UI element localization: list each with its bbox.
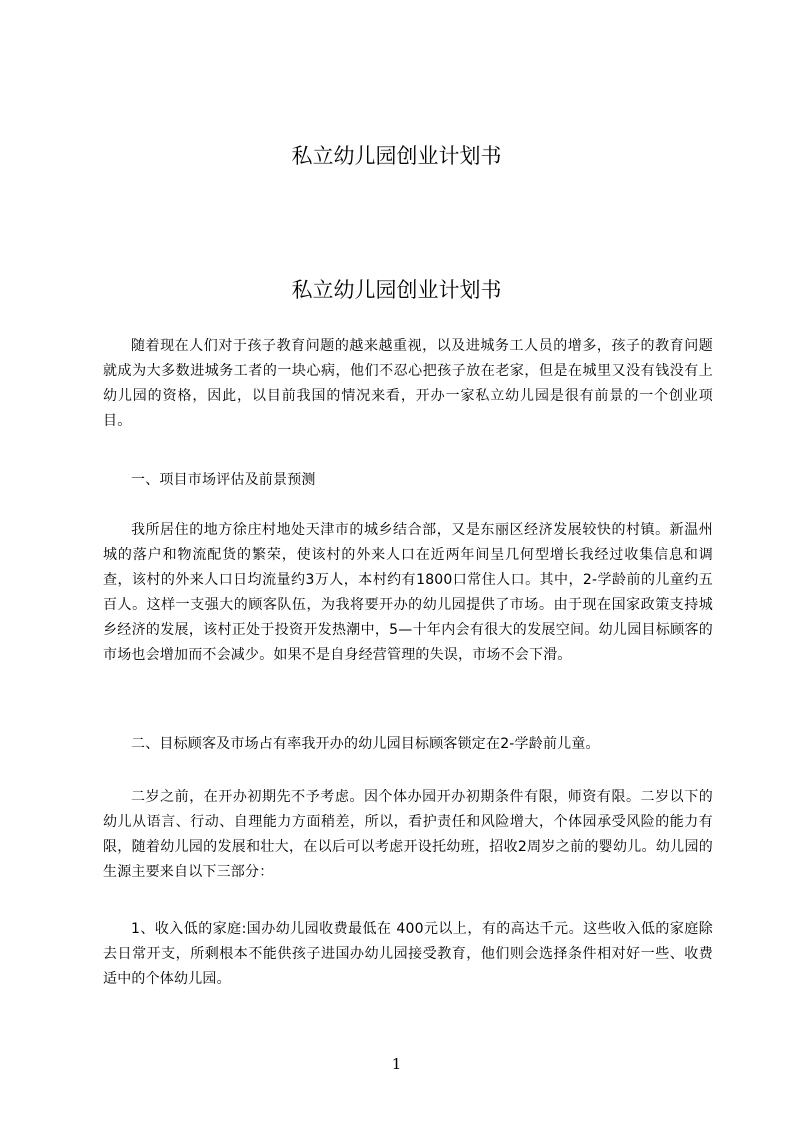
intro-paragraph: 随着现在人们对于孩子教育问题的越来越重视，以及进城务工人员的增多，孩子的教育问题就成为大多数进城务工者的一块心病，他们不忍心把孩子放在老家，但是在城里又没有钱没有上幼儿园的资格，因此，以目前我国的情况来看，开办一家私立幼儿园是很有前景的一个创业项目。	[103, 338, 713, 429]
section2-heading: 二、目标顾客及市场占有率我开办的幼儿园目标顾客锁定在2-学龄前儿童。	[131, 736, 600, 752]
cover-title: 私立幼儿园创业计划书	[291, 144, 502, 168]
page-number: 1	[391, 1055, 402, 1073]
section1-heading: 一、项目市场评估及前景预测	[131, 472, 316, 488]
section2-paragraph: 二岁之前，在开办初期先不予考虑。因个体办园开办初期条件有限，师资有限。二岁以下的幼儿从语言、行动、自理能力方面稍差，所以，看护责任和风险增大，个体园承受风险的能力有限，随着幼儿园的发展和壮大，在以后可以考虑开设托幼班，招收2周岁之前的婴幼儿。幼儿园的生源主要来自以下三部分：	[103, 789, 713, 880]
list-item-1: 1、收入低的家庭:国办幼儿园收费最低在 400元以上，有的高达千元。这些收入低的家庭除去日常开支，所剩根本不能供孩子进国办幼儿园接受教育，他们则会选择条件相对好一些、收费适中的个体幼儿园。	[103, 921, 713, 987]
document-title: 私立幼儿园创业计划书	[291, 278, 502, 302]
section1-paragraph: 我所居住的地方徐庄村地处天津市的城乡结合部，又是东丽区经济发展较快的村镇。新温州城的落户和物流配货的繁荣，使该村的外来人口在近两年间呈几何型增长我经过收集信息和调查，该村的外来人口日均流量约3万人，本村约有1800口常住人口。其中，2-学龄前的儿童约五百人。这样一支强大的顾客队伍，为我将要开办的幼儿园提供了市场。由于现在国家政策支持城乡经济的发展，该村正处于投资开发热潮中，5—十年内会有很大的发展空间。幼儿园目标顾客的市场也会增加而不会减少。如果不是自身经营管理的失误，市场不会下滑。	[103, 522, 713, 663]
